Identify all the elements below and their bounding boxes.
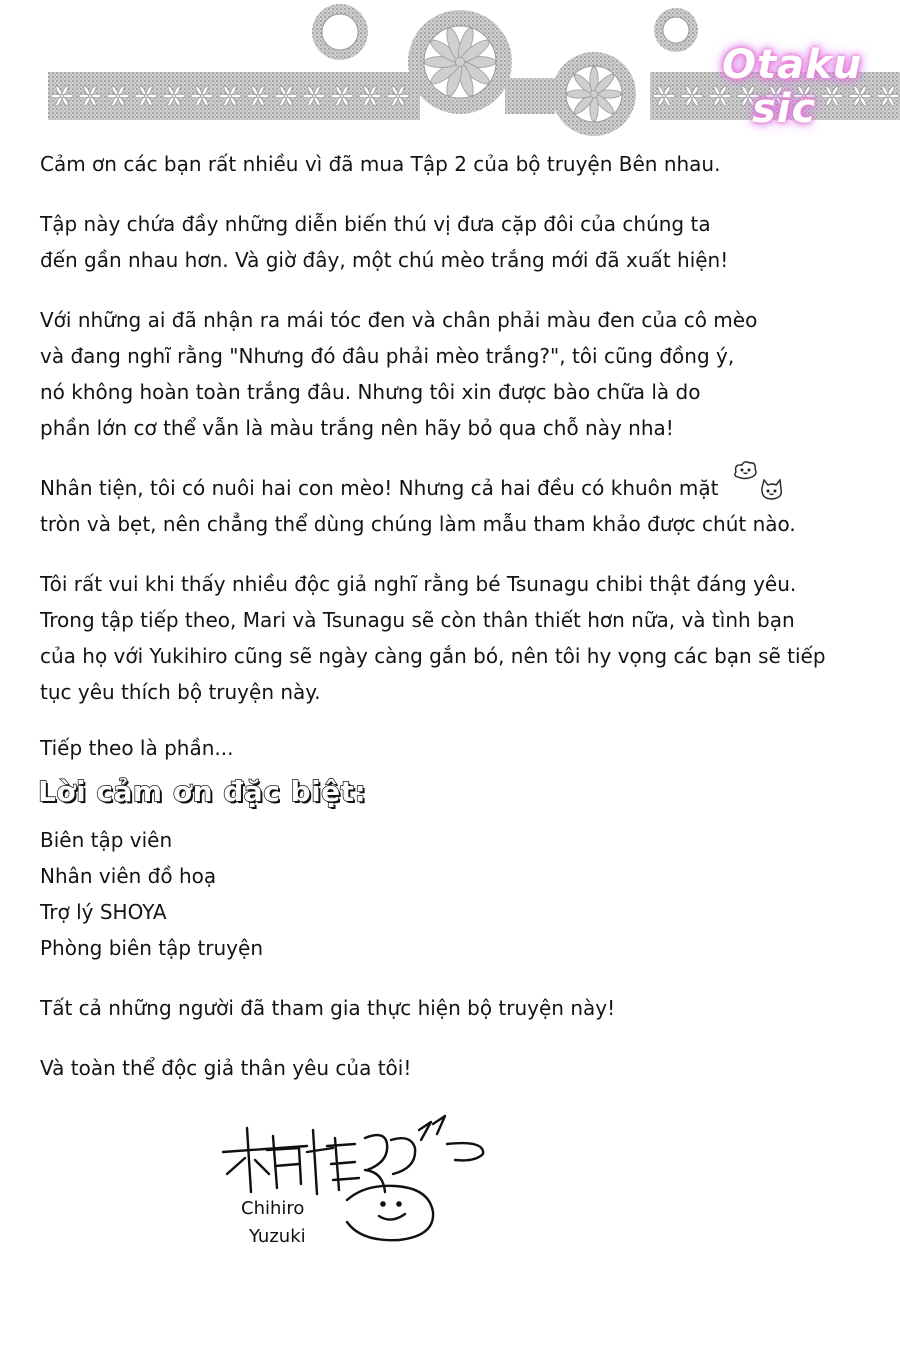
paragraph-5-line-2: Trong tập tiếp theo, Mari và Tsunagu sẽ còn thân thiết hơn nữa, và tình bạn — [40, 608, 795, 632]
author-signature — [215, 1100, 515, 1260]
paragraph-5-line-4: tục yêu thích bộ truyện này. — [40, 680, 321, 704]
paragraph-3-line-4: phần lớn cơ thể vẫn là màu trắng nên hãy bỏ qua chỗ này nha! — [40, 416, 674, 440]
closing-line-1: Tất cả những người đã tham gia thực hiện bộ truyện này! — [40, 996, 616, 1020]
watermark-line-1: Otaku — [722, 42, 863, 88]
signature-first-name: Chihiro — [241, 1198, 305, 1219]
otakusic-watermark — [712, 40, 892, 140]
credit-assistant: Trợ lý SHOYA — [40, 900, 167, 924]
paragraph-3-line-1: Với những ai đã nhận ra mái tóc đen và chân phải màu đen của cô mèo — [40, 308, 758, 332]
closing-line-2: Và toàn thể độc giả thân yêu của tôi! — [40, 1056, 412, 1080]
cat-doodle-icon — [730, 458, 786, 504]
paragraph-6-line-1: Tiếp theo là phần... — [40, 736, 234, 760]
paragraph-4-line-2: tròn và bẹt, nên chẳng thể dùng chúng làm mẫu tham khảo được chút nào. — [40, 512, 796, 536]
lace-rosette-small-left — [312, 4, 368, 60]
paragraph-2-line-2: đến gần nhau hơn. Và giờ đây, một chú mèo trắng mới đã xuất hiện! — [40, 248, 729, 272]
credit-editor: Biên tập viên — [40, 828, 173, 852]
watermark-line-2: sic — [752, 86, 817, 132]
paragraph-4-line-1: Nhân tiện, tôi có nuôi hai con mèo! Nhưng cả hai đều có khuôn mặt — [40, 476, 719, 500]
credit-graphics: Nhân viên đồ hoạ — [40, 864, 217, 888]
paragraph-5-line-3: của họ với Yukihiro cũng sẽ ngày càng gắn bó, nên tôi hy vọng các bạn sẽ tiếp — [40, 644, 826, 668]
paragraph-2-line-1: Tập này chứa đầy những diễn biến thú vị đưa cặp đôi của chúng ta — [40, 212, 711, 236]
paragraph-1-line-1: Cảm ơn các bạn rất nhiều vì đã mua Tập 2 của bộ truyện Bên nhau. — [40, 152, 721, 176]
special-thanks-heading: Lời cảm ơn đặc biệt: — [38, 775, 367, 808]
paragraph-5-line-1: Tôi rất vui khi thấy nhiều độc giả nghĩ rằng bé Tsunagu chibi thật đáng yêu. — [40, 572, 797, 596]
signature-last-name: Yuzuki — [249, 1226, 306, 1247]
lace-rosette-right — [552, 52, 636, 136]
afterword-letter — [40, 146, 860, 1086]
credit-editorial-dept: Phòng biên tập truyện — [40, 936, 263, 960]
lace-rosette-small-right — [654, 8, 698, 52]
paragraph-3-line-2: và đang nghĩ rằng "Nhưng đó đâu phải mèo trắng?", tôi cũng đồng ý, — [40, 344, 735, 368]
paragraph-3-line-3: nó không hoàn toàn trắng đâu. Nhưng tôi xin được bào chữa là do — [40, 380, 701, 404]
lace-rosette-large — [408, 10, 512, 114]
